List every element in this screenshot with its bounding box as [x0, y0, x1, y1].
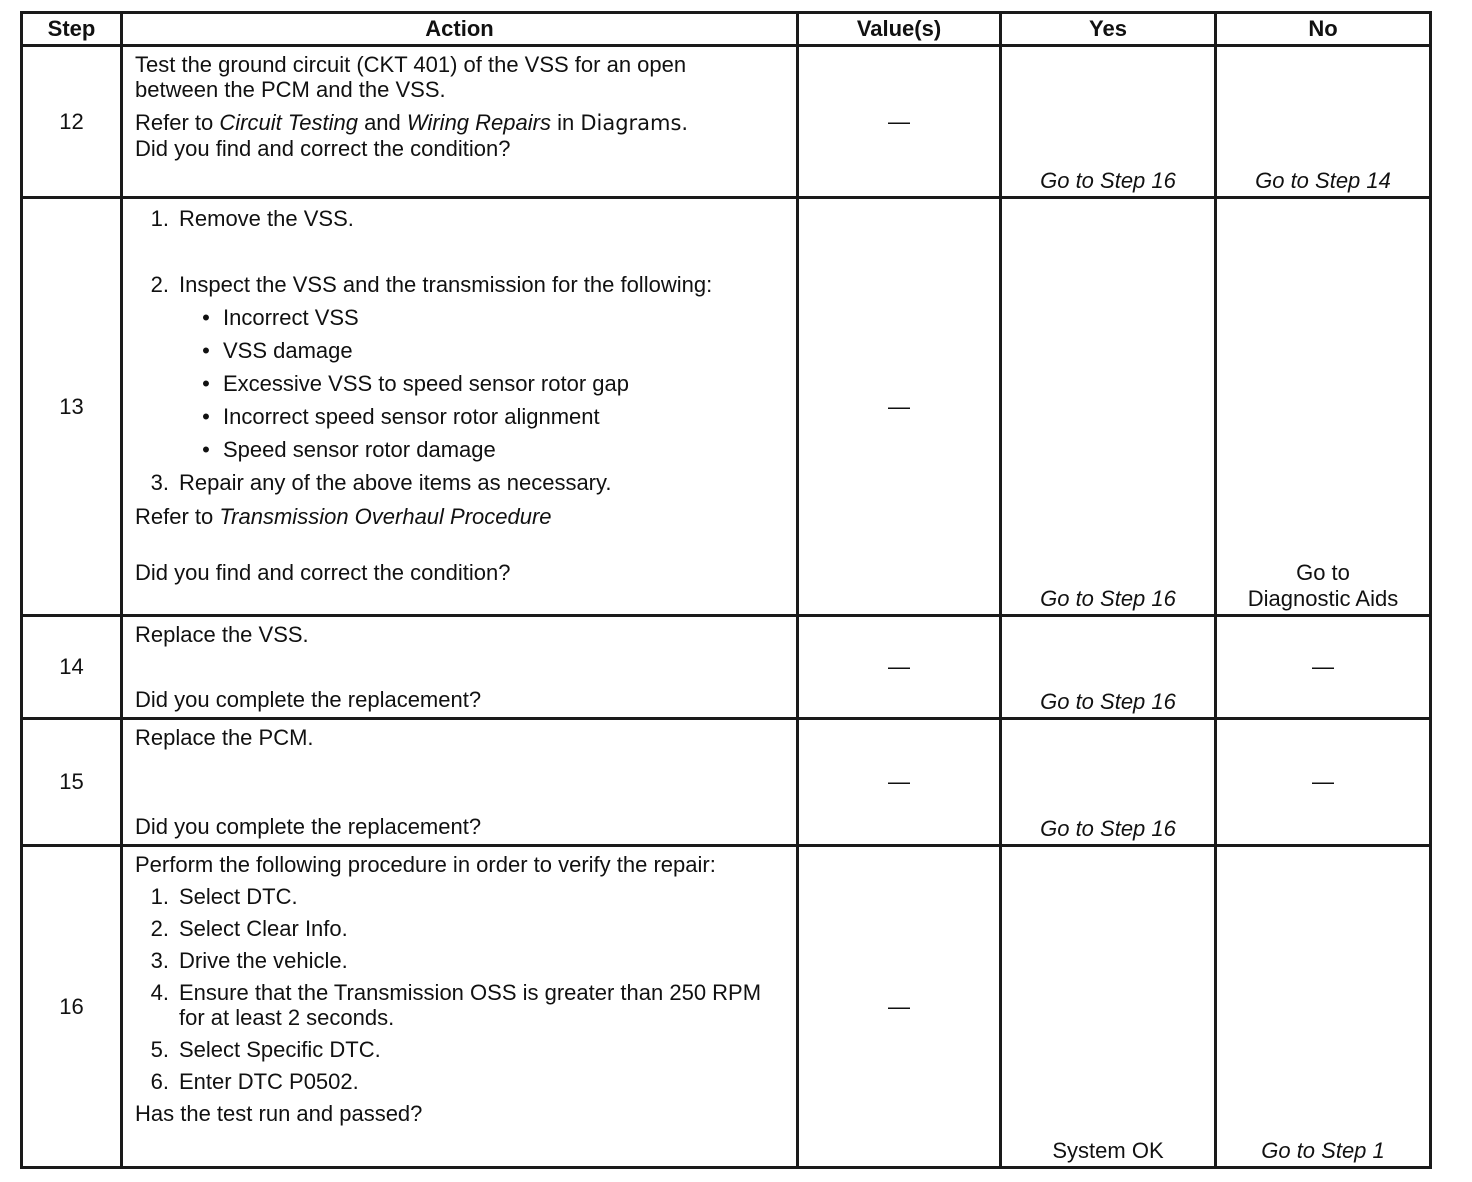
action-cell — [122, 616, 798, 719]
no-line-2: Diagnostic Aids — [1247, 586, 1399, 611]
action-text: Replace the PCM. — [135, 725, 314, 750]
list-item — [195, 371, 784, 397]
no-line-1: Go to — [1296, 560, 1350, 585]
numbered-list — [135, 470, 784, 496]
list-item — [135, 948, 784, 973]
list-item — [135, 980, 784, 1030]
list-item — [195, 404, 784, 430]
header-yes: Yes — [1001, 13, 1216, 46]
step-number: 16 — [22, 846, 122, 1168]
no-cell: Go to Step 1 — [1216, 846, 1431, 1168]
item-text: Drive the vehicle. — [179, 948, 348, 973]
list-item — [135, 884, 784, 909]
step-number: 13 — [22, 198, 122, 616]
list-item — [195, 305, 784, 331]
circuit-testing-ref: Circuit Testing — [219, 110, 358, 135]
refer-in: in — [550, 110, 581, 135]
header-values: Value(s) — [798, 13, 1001, 46]
item-text: Remove the VSS. — [179, 206, 354, 231]
action-cell — [122, 46, 798, 198]
diagnostic-table — [20, 11, 1432, 1169]
table-row-step-14 — [22, 616, 1431, 719]
value-cell — [798, 719, 1001, 846]
question-text: Has the test run and passed? — [135, 1101, 423, 1126]
item-text: Inspect the VSS and the transmission for the following: — [179, 272, 713, 297]
yes-cell: Go to Step 16 — [1001, 719, 1216, 846]
item-number: 3. — [150, 470, 169, 495]
item-number: 4. — [150, 980, 169, 1005]
item-text: Select Clear Info. — [179, 916, 348, 941]
dash: — — [1312, 769, 1334, 794]
item-number: 1. — [150, 884, 169, 909]
step-number: 12 — [22, 46, 122, 198]
value-cell — [798, 616, 1001, 719]
refer-prefix: Refer to — [135, 110, 220, 135]
question-text: Did you complete the replacement? — [135, 814, 482, 839]
list-item — [135, 1069, 784, 1094]
item-text: Speed sensor rotor damage — [223, 437, 496, 462]
item-text: Incorrect VSS — [223, 305, 359, 330]
list-item — [135, 272, 784, 298]
bullet-list — [135, 305, 784, 463]
item-number: 1. — [150, 206, 169, 231]
dash: — — [888, 993, 910, 1019]
item-text: Select Specific DTC. — [179, 1037, 381, 1062]
table-row-step-16 — [22, 846, 1431, 1168]
dash: — — [1312, 654, 1334, 679]
table-row-step-13 — [22, 198, 1431, 616]
list-item — [135, 1037, 784, 1062]
bullet-icon: • — [202, 305, 210, 330]
list-item — [135, 206, 784, 232]
action-text: Replace the VSS. — [135, 622, 309, 647]
table-row-step-15 — [22, 719, 1431, 846]
yes-cell: Go to Step 16 — [1001, 198, 1216, 616]
table-row-step-12 — [22, 46, 1431, 198]
wiring-repairs-ref: Wiring Repairs — [406, 110, 551, 135]
value-cell — [798, 46, 1001, 198]
numbered-list — [135, 206, 784, 298]
item-text: Ensure that the Transmission OSS is greater than 250 RPM for at least 2 seconds. — [179, 980, 762, 1030]
bullet-icon: • — [202, 338, 210, 363]
item-number: 5. — [150, 1037, 169, 1062]
refer-and: and — [357, 110, 407, 135]
question-text: Did you find and correct the condition? — [135, 560, 511, 585]
step-number: 14 — [22, 616, 122, 719]
bullet-icon: • — [202, 371, 210, 396]
header-action: Action — [122, 13, 798, 46]
action-text: Test the ground circuit (CKT 401) of the VSS for an open between the PCM and the VSS. — [135, 52, 687, 102]
list-item — [195, 437, 784, 463]
header-row — [22, 13, 1431, 46]
no-cell — [1216, 719, 1431, 846]
bullet-icon: • — [202, 437, 210, 462]
header-no: No — [1216, 13, 1431, 46]
dash: — — [888, 769, 910, 794]
item-text: Incorrect speed sensor rotor alignment — [223, 404, 600, 429]
bullet-icon: • — [202, 404, 210, 429]
refer-text — [135, 110, 784, 136]
item-number: 2. — [150, 272, 169, 297]
step-number: 15 — [22, 719, 122, 846]
item-number: 2. — [150, 916, 169, 941]
dash: — — [888, 393, 910, 419]
diagrams-ref: Diagrams. — [580, 111, 689, 135]
no-cell — [1216, 198, 1431, 616]
yes-cell: Go to Step 16 — [1001, 616, 1216, 719]
list-item — [195, 338, 784, 364]
value-cell — [798, 198, 1001, 616]
refer-prefix: Refer to — [135, 504, 220, 529]
item-text: Select DTC. — [179, 884, 298, 909]
yes-cell: System OK — [1001, 846, 1216, 1168]
no-cell — [1216, 616, 1431, 719]
item-text: Excessive VSS to speed sensor rotor gap — [223, 371, 629, 396]
overhaul-procedure-ref: Transmission Overhaul Procedure — [219, 504, 552, 529]
question-text: Did you complete the replacement? — [135, 687, 482, 712]
no-cell: Go to Step 14 — [1216, 46, 1431, 198]
item-number: 6. — [150, 1069, 169, 1094]
question-text: Did you find and correct the condition? — [135, 136, 511, 161]
item-text: Repair any of the above items as necessary. — [179, 470, 612, 495]
yes-cell: Go to Step 16 — [1001, 46, 1216, 198]
action-cell — [122, 198, 798, 616]
action-cell — [122, 719, 798, 846]
item-number: 3. — [150, 948, 169, 973]
header-step: Step — [22, 13, 122, 46]
item-text: Enter DTC P0502. — [179, 1069, 359, 1094]
dash: — — [888, 108, 910, 134]
item-text: VSS damage — [223, 338, 353, 363]
numbered-list — [135, 884, 784, 1094]
list-item — [135, 470, 784, 496]
value-cell — [798, 846, 1001, 1168]
dash: — — [888, 654, 910, 679]
action-cell — [122, 846, 798, 1168]
list-item — [135, 916, 784, 941]
refer-text — [135, 504, 784, 530]
intro-text: Perform the following procedure in order to verify the repair: — [135, 852, 716, 877]
